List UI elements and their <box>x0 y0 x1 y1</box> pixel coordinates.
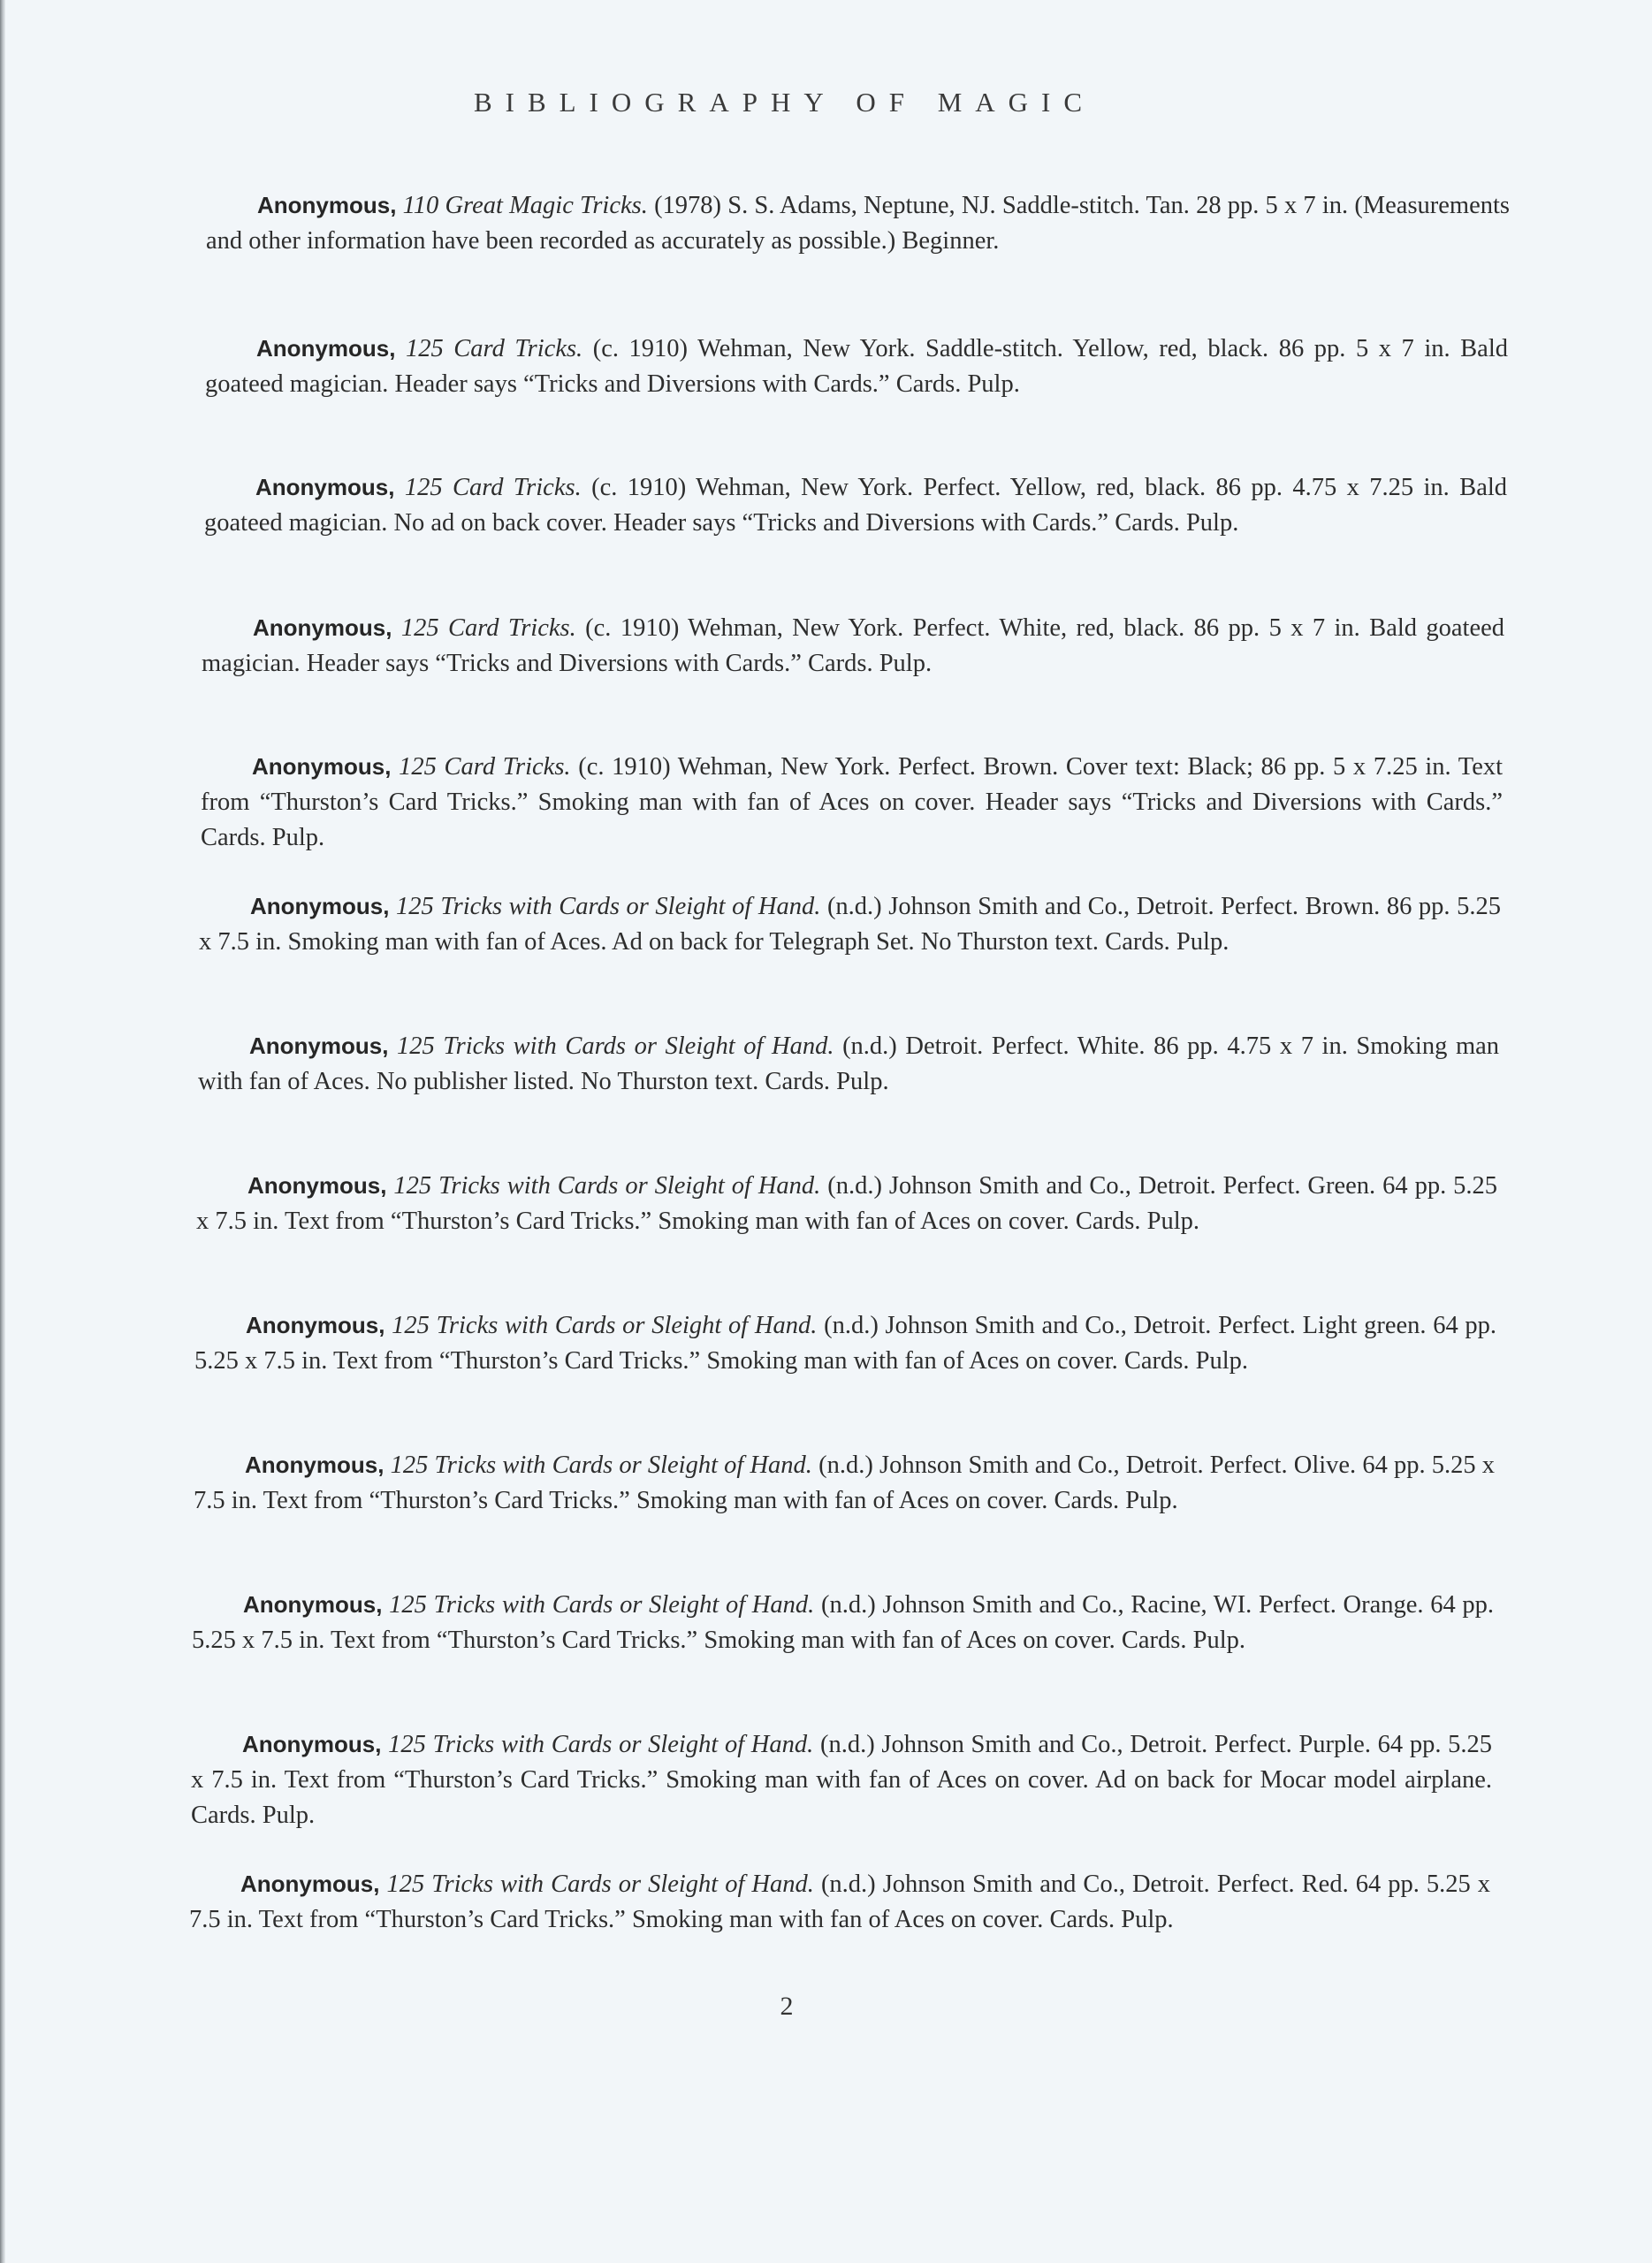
entry-details: (n.d.) Johnson Smith and Co., Detroit. Perfect. Purple. 64 pp. 5.25 x 7.5 in. Text from “Thurston’s Card Tricks.” Smoking man with fan of Aces on cover. Ad on back for Mocar model airplane. Cards. Pulp. <box>191 1731 1493 1829</box>
entry-author: Anonymous, <box>257 192 397 218</box>
entry-author: Anonymous, <box>255 474 395 500</box>
entry-details: (c. 1910) Wehman, New York. Saddle-stitch. Yellow, red, black. 86 pp. 5 x 7 in. Bald goateed magician. Header says “Tricks and Diversions with Cards.” Cards. Pulp. <box>205 335 1508 398</box>
bibliography-entry <box>194 1447 1495 1519</box>
entry-title: 110 Great Magic Tricks. <box>402 192 648 219</box>
entry-author: Anonymous, <box>253 614 392 641</box>
entry-author: Anonymous, <box>242 1731 382 1757</box>
entry-title: 125 Tricks with Cards or Sleight of Hand. <box>389 1591 815 1619</box>
entry-details: (1978) S. S. Adams, Neptune, NJ. Saddle-stitch. Tan. 28 pp. 5 x 7 in. (Measurements and other information have been recorded as accurately as possible.) Beginner. <box>206 192 1511 255</box>
bibliography-entry <box>194 1307 1496 1379</box>
entry-details: (c. 1910) Wehman, New York. Perfect. Yellow, red, black. 86 pp. 4.75 x 7.25 in. Bald goateed magician. No ad on back cover. Header says “Tricks and Diversions with Cards.” Cards. Pulp. <box>204 474 1508 537</box>
bibliography-entry <box>199 888 1501 960</box>
entry-author: Anonymous, <box>247 1172 387 1199</box>
bibliography-entry <box>198 1028 1499 1100</box>
page-number: 2 <box>780 1992 794 2021</box>
running-head: BIBLIOGRAPHY OF MAGIC <box>473 87 1096 118</box>
entry-author: Anonymous, <box>250 893 390 919</box>
entry-author: Anonymous, <box>245 1452 384 1478</box>
entry-title: 125 Tricks with Cards or Sleight of Hand. <box>386 1871 814 1898</box>
entry-author: Anonymous, <box>256 335 396 362</box>
entry-details: (n.d.) Detroit. Perfect. White. 86 pp. 4.75 x 7 in. Smoking man with fan of Aces. No publisher listed. No Thurston text. Cards. Pulp. <box>198 1032 1500 1095</box>
bibliography-entry <box>192 1587 1494 1658</box>
entry-author: Anonymous, <box>252 753 392 780</box>
entry-title: 125 Card Tricks. <box>399 753 571 781</box>
entry-title: 125 Tricks with Cards or Sleight of Hand. <box>392 1312 818 1339</box>
entry-details: (n.d.) Johnson Smith and Co., Detroit. Perfect. Olive. 64 pp. 5.25 x 7.5 in. Text from “Thurston’s Card Tricks.” Smoking man with fan of Aces on cover. Cards. Pulp. <box>194 1452 1496 1514</box>
entry-details: (c. 1910) Wehman, New York. Perfect. White, red, black. 86 pp. 5 x 7 in. Bald goateed magician. Header says “Tricks and Diversions with Cards.” Cards. Pulp. <box>202 614 1505 677</box>
entry-details: (n.d.) Johnson Smith and Co., Detroit. Perfect. Light green. 64 pp. 5.25 x 7.5 in. Text from “Thurston’s Card Tricks.” Smoking man with fan of Aces on cover. Cards. Pulp. <box>194 1312 1497 1375</box>
bibliography-entry <box>191 1726 1492 1833</box>
bibliography-entry <box>196 1168 1497 1239</box>
entry-title: 125 Tricks with Cards or Sleight of Hand. <box>393 1172 821 1200</box>
bibliography-entry <box>201 749 1503 856</box>
entry-details: (n.d.) Johnson Smith and Co., Detroit. Perfect. Green. 64 pp. 5.25 x 7.5 in. Text from “Thurston’s Card Tricks.” Smoking man with fan of Aces on cover. Cards. Pulp. <box>196 1172 1498 1235</box>
entry-author: Anonymous, <box>240 1871 380 1897</box>
bibliography-entry <box>204 469 1507 541</box>
entry-details: (c. 1910) Wehman, New York. Perfect. Brown. Cover text: Black; 86 pp. 5 x 7.25 in. Text from “Thurston’s Card Tricks.” Smoking man with fan of Aces on cover. Header says “Tricks and Diversions with Cards.” Cards. Pulp. <box>201 753 1504 851</box>
entry-title: 125 Tricks with Cards or Sleight of Hand. <box>397 1032 834 1060</box>
entry-title: 125 Card Tricks. <box>400 614 576 642</box>
entry-title: 125 Card Tricks. <box>404 474 582 501</box>
entry-details: (n.d.) Johnson Smith and Co., Detroit. Perfect. Red. 64 pp. 5.25 x 7.5 in. Text from “Thurston’s Card Tricks.” Smoking man with fan of Aces on cover. Cards. Pulp. <box>189 1871 1491 1933</box>
entry-details: (n.d.) Johnson Smith and Co., Detroit. Perfect. Brown. 86 pp. 5.25 x 7.5 in. Smoking man with fan of Aces. Ad on back for Telegraph Set. No Thurston text. Cards. Pulp. <box>199 893 1502 956</box>
page-binding-edge <box>0 0 5 2263</box>
bibliography-entry <box>189 1866 1490 1938</box>
entry-details: (n.d.) Johnson Smith and Co., Racine, WI. Perfect. Orange. 64 pp. 5.25 x 7.5 in. Text from “Thurston’s Card Tricks.” Smoking man with fan of Aces on cover. Cards. Pulp. <box>192 1591 1495 1654</box>
entry-title: 125 Tricks with Cards or Sleight of Hand. <box>396 893 821 920</box>
entry-author: Anonymous, <box>249 1032 389 1059</box>
bibliography-entry <box>206 187 1510 259</box>
entry-title: 125 Tricks with Cards or Sleight of Hand. <box>390 1452 812 1479</box>
bibliography-entry <box>202 610 1504 682</box>
entry-title: 125 Card Tricks. <box>406 335 583 362</box>
entry-author: Anonymous, <box>243 1591 383 1618</box>
entry-title: 125 Tricks with Cards or Sleight of Hand. <box>388 1731 814 1758</box>
entry-author: Anonymous, <box>246 1312 385 1338</box>
bibliography-entry <box>205 331 1508 402</box>
